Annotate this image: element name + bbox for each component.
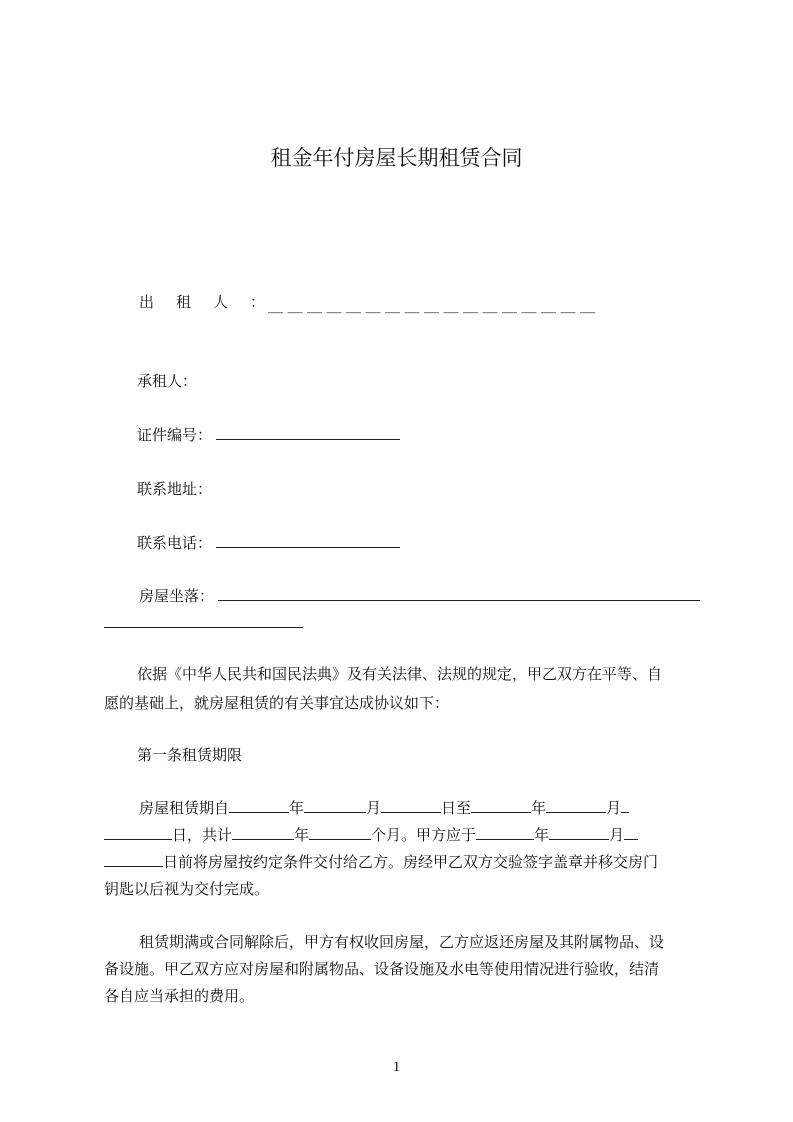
term-line-4: 钥匙以后视为交付完成。 bbox=[104, 880, 270, 898]
lessee-label: 承租人： bbox=[137, 372, 198, 390]
article-1-heading: 第一条租赁期限 bbox=[137, 746, 243, 764]
end-day-blank-start bbox=[621, 798, 629, 813]
contact-phone-label: 联系电话： bbox=[137, 534, 213, 552]
year-word: 年 bbox=[289, 799, 305, 817]
months-text: 个月。甲方应于 bbox=[371, 826, 477, 844]
property-location-blank bbox=[218, 600, 700, 601]
lessor-label: 出租人： bbox=[139, 293, 288, 311]
end-year-blank bbox=[471, 798, 531, 813]
month-word-4: 月 bbox=[609, 826, 625, 844]
term-line-1 bbox=[139, 798, 629, 818]
delivery-day-blank bbox=[104, 852, 163, 867]
contact-phone-blank bbox=[216, 547, 400, 548]
intro-line-1: 依据《中华人民共和国民法典》及有关法律、法规的规定，甲乙双方在平等、自 bbox=[137, 665, 663, 683]
total-years-blank bbox=[232, 825, 294, 840]
year-word-4: 年 bbox=[534, 826, 550, 844]
delivery-month-blank bbox=[549, 825, 609, 840]
return-line-3: 各自应当承担的费用。 bbox=[104, 987, 255, 1005]
term-line-2 bbox=[104, 825, 638, 845]
start-month-blank bbox=[304, 798, 366, 813]
delivery-text: 日前将房屋按约定条件交付给乙方。房经甲乙双方交验签字盖章并移交房门 bbox=[163, 853, 659, 871]
total-months-blank bbox=[309, 825, 371, 840]
delivery-day-blank-start bbox=[624, 825, 638, 840]
day-to-word: 日至 bbox=[441, 799, 472, 817]
intro-line-2: 愿的基础上，就房屋租赁的有关事宜达成协议如下： bbox=[104, 694, 450, 712]
return-line-2: 备设施。甲乙双方应对房屋和附属物品、设备设施及水电等使用情况进行验收，结清 bbox=[104, 960, 660, 978]
delivery-year-blank bbox=[476, 825, 534, 840]
year-word-2: 年 bbox=[531, 799, 547, 817]
document-title: 租金年付房屋长期租赁合同 bbox=[270, 146, 523, 170]
end-month-blank bbox=[546, 798, 606, 813]
id-number-label: 证件编号： bbox=[137, 426, 213, 444]
id-number-blank bbox=[216, 439, 400, 440]
term-start-text: 房屋租赁期自 bbox=[139, 799, 230, 817]
start-year-blank bbox=[229, 798, 289, 813]
contact-address-label: 联系地址： bbox=[137, 480, 213, 498]
month-word-2: 月 bbox=[606, 799, 622, 817]
page-number: 1 bbox=[392, 1059, 401, 1075]
month-word: 月 bbox=[366, 799, 382, 817]
property-location-label: 房屋坐落： bbox=[139, 587, 215, 605]
term-line-3 bbox=[104, 852, 658, 872]
year-word-3: 年 bbox=[294, 826, 310, 844]
day-total-text: 日，共计 bbox=[172, 826, 233, 844]
return-line-1: 租赁期满或合同解除后，甲方有权收回房屋，乙方应返还房屋及其附属物品、设 bbox=[139, 933, 665, 951]
end-day-blank bbox=[104, 825, 172, 840]
lessor-value-blank: ＿＿＿＿＿＿＿＿＿＿＿＿＿＿＿＿＿ bbox=[268, 297, 600, 315]
property-location-blank-continued bbox=[104, 627, 303, 628]
start-day-blank bbox=[381, 798, 441, 813]
